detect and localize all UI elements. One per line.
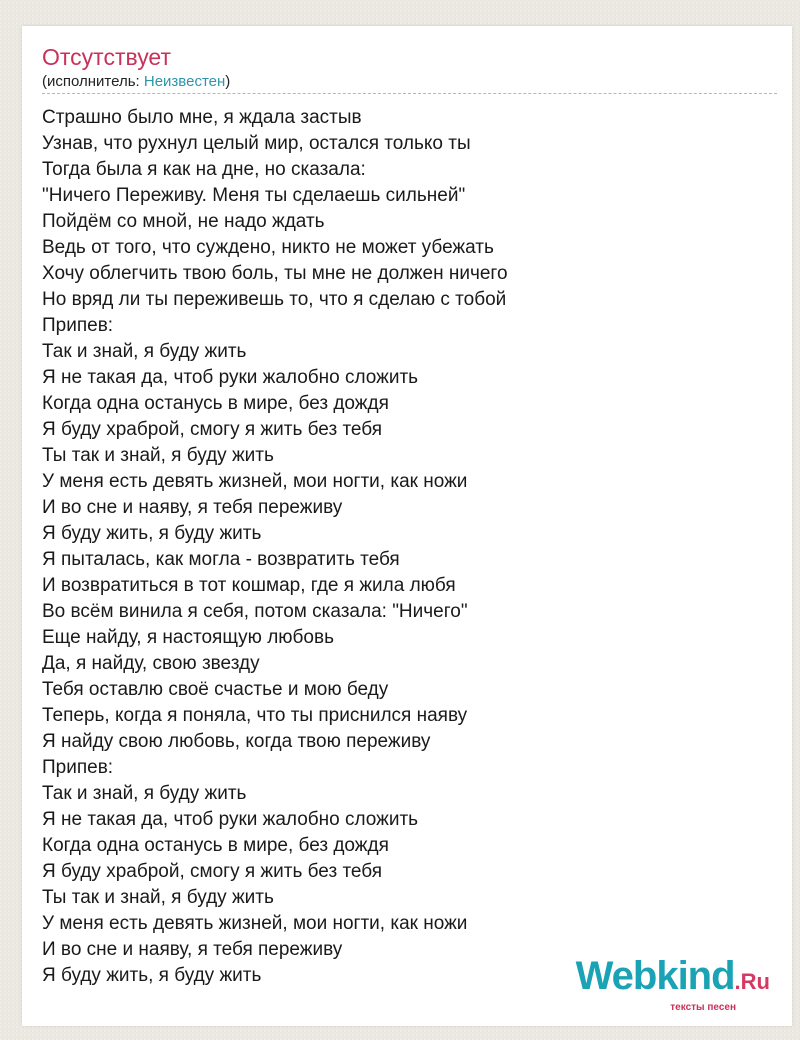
lyric-line: Припев: xyxy=(42,757,114,778)
artist-suffix: ) xyxy=(225,73,231,90)
lyric-line: Я не такая да, чтоб руки жалобно сложить xyxy=(42,367,419,388)
logo-tagline: тексты песен xyxy=(670,1002,736,1013)
artist-link[interactable]: Неизвестен xyxy=(143,73,226,90)
lyric-line: И во сне и наяву, я тебя переживу xyxy=(42,939,343,960)
lyric-line: Я найду свою любовь, когда твою переживу xyxy=(42,731,431,752)
lyric-line: "Ничего Переживу. Меня ты сделаешь сильней" xyxy=(42,185,466,206)
lyrics-card xyxy=(22,26,792,1026)
lyric-line: Тогда была я как на дне, но сказала: xyxy=(42,159,366,180)
song-title: Отсутствует xyxy=(42,44,171,70)
lyric-line: Пойдём со мной, не надо ждать xyxy=(42,211,325,232)
lyric-line: Ты так и знай, я буду жить xyxy=(42,445,274,466)
logo-wordmark xyxy=(576,956,770,1002)
lyrics-text xyxy=(42,105,508,989)
webkind-logo[interactable] xyxy=(576,956,770,1014)
lyric-line: Так и знай, я буду жить xyxy=(42,783,247,804)
lyric-line: Хочу облегчить твою боль, ты мне не должен ничего xyxy=(42,263,508,284)
artist-line xyxy=(42,72,230,92)
logo-name: Webkind xyxy=(575,954,735,998)
artist-prefix: (исполнитель: xyxy=(42,73,144,90)
lyric-line: И во сне и наяву, я тебя переживу xyxy=(42,497,343,518)
lyric-line: Я буду жить, я буду жить xyxy=(42,523,262,544)
lyric-line: Когда одна останусь в мире, без дождя xyxy=(42,393,389,414)
lyric-line: И возвратиться в тот кошмар, где я жила любя xyxy=(42,575,456,596)
logo-suffix: .Ru xyxy=(734,969,770,994)
lyric-line: Да, я найду, свою звезду xyxy=(42,653,260,674)
lyric-line: Ведь от того, что суждено, никто не может убежать xyxy=(42,237,494,258)
lyric-line: Узнав, что рухнул целый мир, остался только ты xyxy=(42,133,471,154)
lyric-line: Я не такая да, чтоб руки жалобно сложить xyxy=(42,809,419,830)
lyric-line: Я буду храброй, смогу я жить без тебя xyxy=(42,419,383,440)
lyric-line: Во всём винила я себя, потом сказала: "Ничего" xyxy=(42,601,468,622)
lyric-line: Но вряд ли ты переживешь то, что я сделаю с тобой xyxy=(42,289,507,310)
lyric-line: У меня есть девять жизней, мои ногти, как ножи xyxy=(42,913,468,934)
lyric-line: Припев: xyxy=(42,315,114,336)
lyric-line: Когда одна останусь в мире, без дождя xyxy=(42,835,389,856)
lyric-line: Теперь, когда я поняла, что ты приснился наяву xyxy=(42,705,468,726)
lyric-line: Тебя оставлю своё счастье и мою беду xyxy=(42,679,389,700)
lyric-line: Еще найду, я настоящую любовь xyxy=(42,627,334,648)
lyric-line: Страшно было мне, я ждала застыв xyxy=(42,107,362,128)
lyric-line: Я пыталась, как могла - возвратить тебя xyxy=(42,549,400,570)
lyric-line: Так и знай, я буду жить xyxy=(42,341,247,362)
lyric-line: У меня есть девять жизней, мои ногти, как ножи xyxy=(42,471,468,492)
lyric-line: Я буду храброй, смогу я жить без тебя xyxy=(42,861,383,882)
title-divider xyxy=(42,93,777,94)
lyric-line: Я буду жить, я буду жить xyxy=(42,965,262,986)
lyric-line: Ты так и знай, я буду жить xyxy=(42,887,274,908)
